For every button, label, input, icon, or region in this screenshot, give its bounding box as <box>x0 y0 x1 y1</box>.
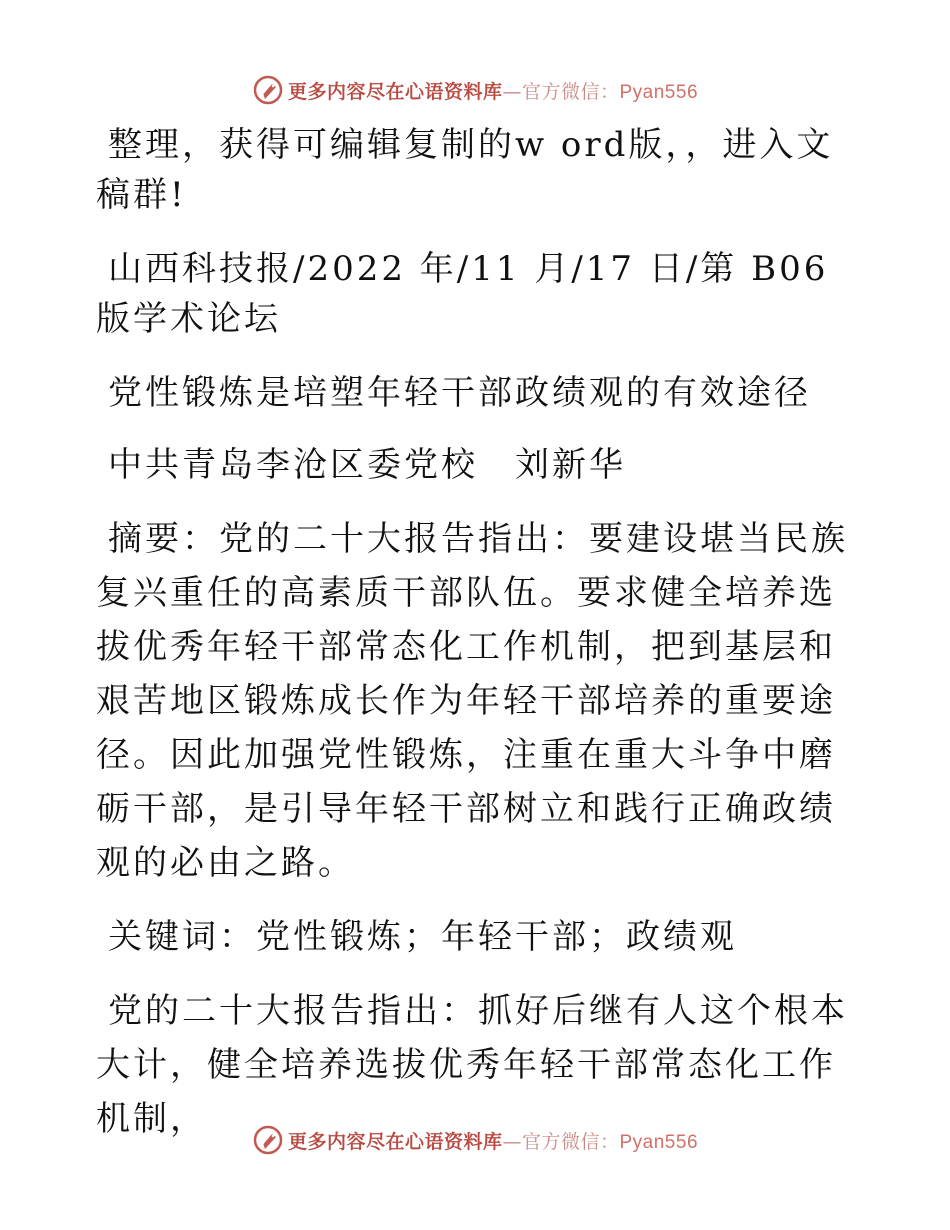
watermark-text <box>288 77 698 104</box>
document-body <box>96 118 856 1146</box>
pen-nib-logo-icon <box>252 74 284 106</box>
watermark-separator: — <box>502 1130 522 1153</box>
watermark-label: 官方微信： <box>521 1130 620 1153</box>
watermark-label: 官方微信： <box>521 80 620 103</box>
author-line: 中共青岛李沧区委党校 刘新华 <box>108 445 626 485</box>
keywords-line: 关键词：党性锻炼；年轻干部；政绩观 <box>108 917 737 957</box>
source-line: 山西科技报/2022 年/11 月/17 日/第 B06 版学术论坛 <box>96 249 829 339</box>
intro-paragraph: 整理，获得可编辑复制的w ord版，，进入文稿群! <box>96 125 834 215</box>
watermark-site: 更多内容尽在心语资料库 <box>287 80 503 103</box>
watermark-wechat-id: Pyan556 <box>619 1131 699 1153</box>
watermark-text <box>288 1127 698 1154</box>
watermark-separator: — <box>502 80 522 103</box>
abstract-paragraph: 摘要：党的二十大报告指出：要建设堪当民族复兴重任的高素质干部队伍。要求健全培养选拔优秀年轻干部常态化工作机制，把到基层和艰苦地区锻炼成长作为年轻干部培养的重要途径。因此加强党性锻炼，注重在重大斗争中磨砺干部，是引导年轻干部树立和践行正确政绩观的必由之路。 <box>96 519 848 883</box>
body-paragraph: 党的二十大报告指出：抓好后继有人这个根本大计，健全培养选拔优秀年轻干部常态化工作机制， <box>96 991 848 1139</box>
article-title: 党性锻炼是培塑年轻干部政绩观的有效途径 <box>108 373 811 413</box>
header-watermark <box>0 70 950 110</box>
pen-nib-logo-icon <box>252 1124 284 1156</box>
watermark-wechat-id: Pyan556 <box>619 81 699 103</box>
footer-watermark <box>0 1120 950 1160</box>
watermark-site: 更多内容尽在心语资料库 <box>287 1130 503 1153</box>
